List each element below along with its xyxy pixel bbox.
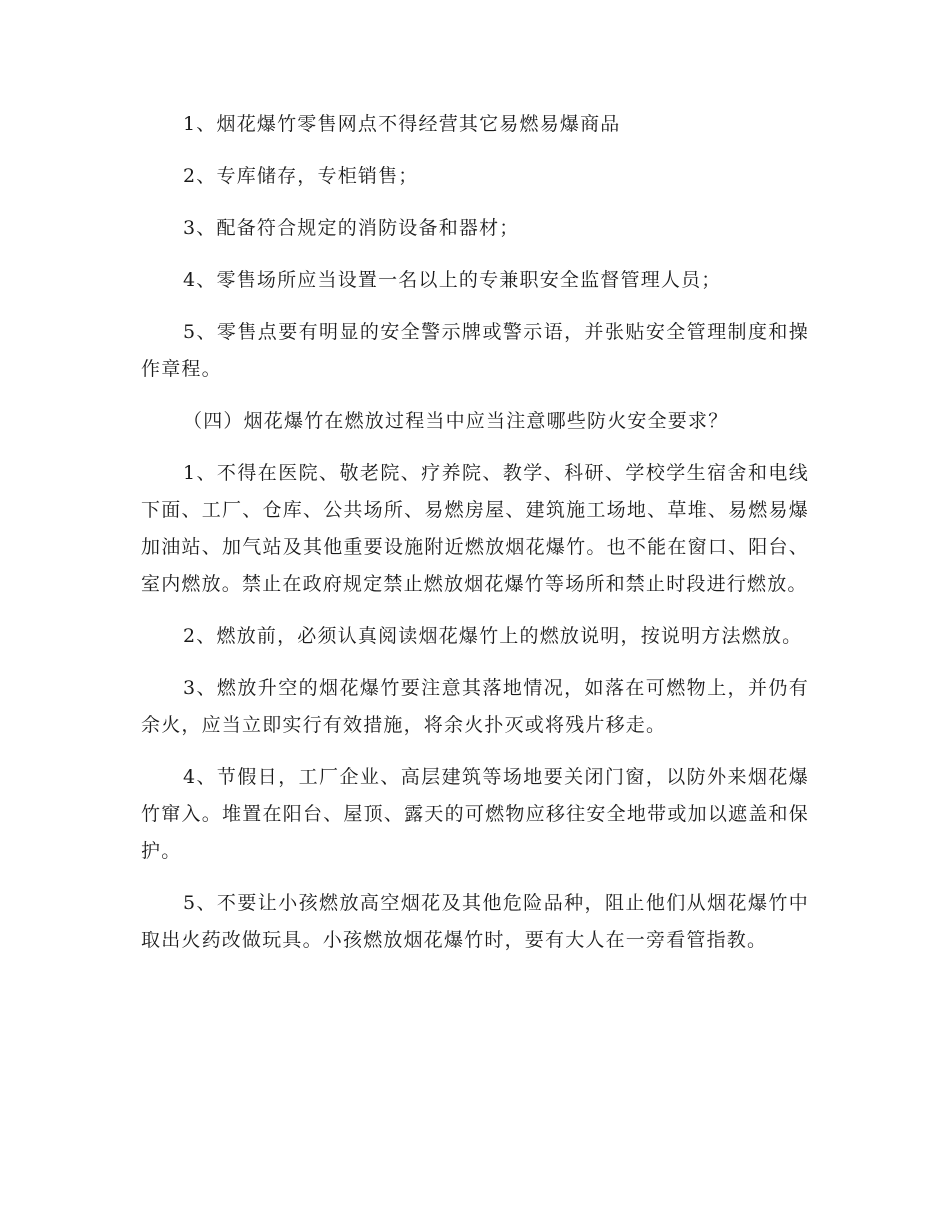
paragraph-item-4-3: 3、燃放升空的烟花爆竹要注意其落地情况，如落在可燃物上，并仍有余火，应当立即实行有效措施，将余火扑灭或将残片移走。 <box>141 677 809 736</box>
paragraph-item-4-1: 1、不得在医院、敬老院、疗养院、教学、科研、学校学生宿舍和电线下面、工厂、仓库、公共场所、易燃房屋、建筑施工场地、草堆、易燃易爆加油站、加气站及其他重要设施附近燃放烟花爆竹。也不能在窗口、阳台、室内燃放。禁止在政府规定禁止燃放烟花爆竹等场所和禁止时段进行燃放。 <box>141 462 809 595</box>
paragraph-item-3-4: 4、零售场所应当设置一名以上的专兼职安全监督管理人员； <box>183 269 722 291</box>
section-heading: （四）烟花爆竹在燃放过程当中应当注意哪些防火安全要求？ <box>183 410 729 432</box>
paragraph-item-4-2: 2、燃放前，必须认真阅读烟花爆竹上的燃放说明，按说明方法燃放。 <box>183 625 803 647</box>
paragraph-item-4-5: 5、不要让小孩燃放高空烟花及其他危险品种，阻止他们从烟花爆竹中取出火药改做玩具。小孩燃放烟花爆竹时，要有大人在一旁看管指教。 <box>141 892 809 951</box>
document-body <box>141 106 809 974</box>
paragraph-item-4-4: 4、节假日，工厂企业、高层建筑等场地要关闭门窗，以防外来烟花爆竹窜入。堆置在阳台、屋顶、露天的可燃物应移往安全地带或加以遮盖和保护。 <box>141 766 809 862</box>
paragraph-item-3-5: 5、零售点要有明显的安全警示牌或警示语，并张贴安全管理制度和操作章程。 <box>141 321 809 380</box>
paragraph-item-3-1: 1、烟花爆竹零售网点不得经营其它易燃易爆商品 <box>183 113 621 135</box>
paragraph-item-3-3: 3、配备符合规定的消防设备和器材； <box>183 217 520 239</box>
paragraph-item-3-2: 2、专库储存，专柜销售； <box>183 165 419 187</box>
